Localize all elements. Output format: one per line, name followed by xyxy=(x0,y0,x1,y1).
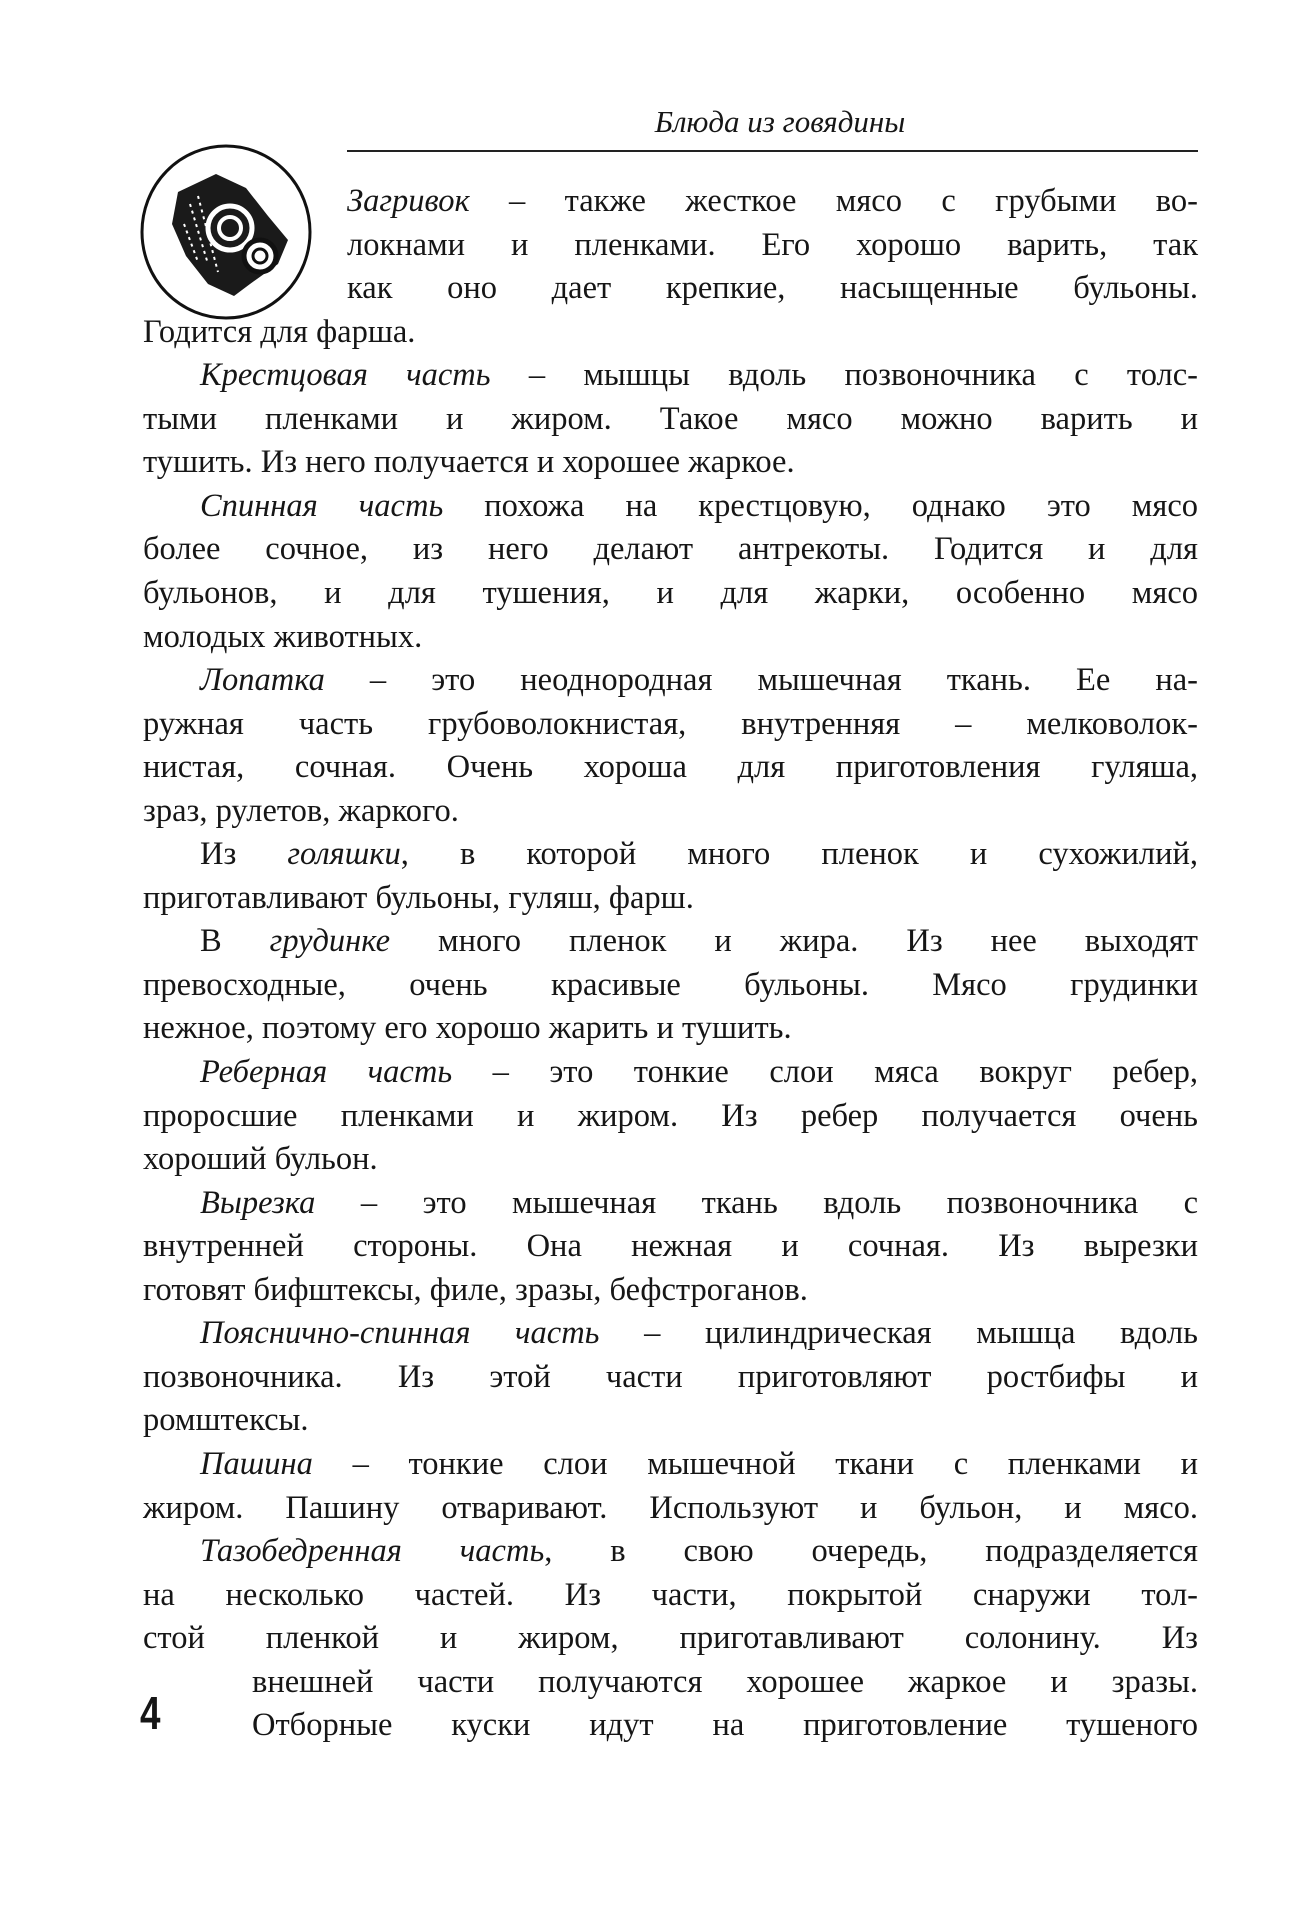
line-text: ружная часть грубоволокнистая, внутренняя – мелковолок- xyxy=(143,705,1198,742)
text-line xyxy=(143,1269,1198,1313)
term-italic: Лопатка xyxy=(200,662,325,699)
line-text: , в которой много пленок и сухожилий, xyxy=(400,836,1198,873)
line-text: Из xyxy=(200,836,288,873)
text-line xyxy=(200,485,1198,529)
line-text: тыми пленками и жиром. Такое мясо можно варить и xyxy=(143,400,1198,437)
line-text: ромштексы. xyxy=(143,1402,309,1439)
term-italic: грудинке xyxy=(269,923,391,960)
text-line xyxy=(143,1007,1198,1051)
line-text: стой пленкой и жиром, приготавливают солонину. Из xyxy=(143,1620,1198,1657)
line-text: на несколько частей. Из части, покрытой снаружи тол- xyxy=(143,1576,1198,1613)
term-italic: Реберная часть xyxy=(200,1054,453,1090)
line-text: позвоночника. Из этой части приготовляют ростбифы и xyxy=(143,1358,1198,1395)
text-line xyxy=(143,1356,1198,1400)
line-text: локнами и пленками. Его хорошо варить, так xyxy=(347,226,1198,263)
text-line xyxy=(143,398,1198,442)
line-text: проросшие пленками и жиром. Из ребер получается очень xyxy=(143,1097,1198,1134)
line-text: – это неоднородная мышечная ткань. Ее на- xyxy=(324,662,1198,699)
text-line xyxy=(200,833,1198,877)
line-text: – тонкие слои мышечной ткани с пленками и xyxy=(312,1445,1198,1482)
header-rule xyxy=(347,150,1198,152)
line-text: жиром. Пашину отваривают. Используют и бульон, и мясо. xyxy=(143,1489,1198,1526)
text-line xyxy=(143,528,1198,572)
line-text: много пленок и жира. Из нее выходят xyxy=(390,923,1199,960)
line-text: Годится для фарша. xyxy=(143,313,416,350)
line-text: готовят бифштексы, филе, зразы, бефстроганов. xyxy=(143,1271,808,1308)
line-text: похожа на крестцовую, однако это мясо xyxy=(443,487,1198,524)
running-header-title: Блюда из говядины xyxy=(654,104,906,139)
line-text: хороший бульон. xyxy=(143,1141,378,1178)
term-italic: Тазобедренная часть xyxy=(200,1533,545,1570)
line-text: – мышцы вдоль позвоночника с толс- xyxy=(490,357,1198,394)
line-text: В xyxy=(200,923,270,960)
line-text: – цилиндрическая мышца вдоль xyxy=(599,1315,1198,1352)
term-italic: Спинная часть xyxy=(200,487,444,524)
line-text: внутренней стороны. Она нежная и сочная. Из вырезки xyxy=(143,1228,1198,1265)
text-line xyxy=(347,267,1198,311)
meat-cut-icon xyxy=(138,144,314,320)
line-text: приготавливают бульоны, гуляш, фарш. xyxy=(143,879,694,916)
text-line xyxy=(143,1574,1198,1618)
term-italic: голяшки xyxy=(287,836,401,873)
line-text: внешней части получаются хорошее жаркое и зразы. xyxy=(252,1663,1198,1700)
term-italic: Вырезка xyxy=(200,1184,316,1221)
text-line xyxy=(143,441,1198,485)
page-number: 4 xyxy=(140,1687,161,1739)
line-text: нистая, сочная. Очень хороша для приготовления гуляша, xyxy=(143,749,1198,786)
line-text: Отборные куски идут на приготовление тушеного xyxy=(252,1707,1198,1744)
term-italic: Крестцовая часть xyxy=(200,357,491,394)
text-line xyxy=(200,1051,1198,1095)
line-text: – это тонкие слои мяса вокруг ребер, xyxy=(452,1054,1198,1090)
text-line xyxy=(143,572,1198,616)
line-text: превосходные, очень красивые бульоны. Мясо грудинки xyxy=(143,966,1198,1003)
text-line xyxy=(347,224,1198,268)
term-italic: Загривок xyxy=(347,183,470,219)
line-text: более сочное, из него делают антрекоты. Годится и для xyxy=(143,531,1198,568)
text-line xyxy=(143,703,1198,747)
line-text: – это мышечная ткань вдоль позвоночника с xyxy=(315,1184,1198,1221)
text-line xyxy=(200,920,1198,964)
text-line xyxy=(143,616,1198,660)
text-line xyxy=(143,790,1198,834)
text-line xyxy=(347,180,1198,224)
text-line xyxy=(200,1530,1198,1574)
text-line xyxy=(143,1095,1198,1139)
text-line xyxy=(143,877,1198,921)
line-text: тушить. Из него получается и хорошее жаркое. xyxy=(143,444,795,481)
term-italic: Пояснично-спинная часть xyxy=(200,1315,600,1352)
line-text: бульонов, и для тушения, и для жарки, особенно мясо xyxy=(143,574,1198,611)
text-line xyxy=(252,1661,1198,1705)
text-line xyxy=(143,1399,1198,1443)
text-line xyxy=(143,746,1198,790)
text-line xyxy=(143,1225,1198,1269)
text-line xyxy=(200,1443,1198,1487)
line-text: – также жесткое мясо с грубыми во- xyxy=(469,183,1198,219)
text-line xyxy=(143,1617,1198,1661)
text-line xyxy=(200,1312,1198,1356)
line-text: как оно дает крепкие, насыщенные бульоны. xyxy=(347,270,1198,307)
line-text: , в свою очередь, подразделяется xyxy=(544,1533,1199,1570)
line-text: нежное, поэтому его хорошо жарить и тушить. xyxy=(143,1010,792,1047)
text-line xyxy=(200,659,1198,703)
text-line xyxy=(252,1704,1198,1748)
text-line xyxy=(200,354,1198,398)
text-line xyxy=(143,1138,1198,1182)
text-line xyxy=(143,1487,1198,1531)
text-line xyxy=(200,1182,1198,1226)
text-line xyxy=(143,964,1198,1008)
term-italic: Пашина xyxy=(200,1445,313,1482)
text-line xyxy=(143,311,1198,355)
line-text: зраз, рулетов, жаркого. xyxy=(143,792,459,829)
line-text: молодых животных. xyxy=(143,618,423,655)
